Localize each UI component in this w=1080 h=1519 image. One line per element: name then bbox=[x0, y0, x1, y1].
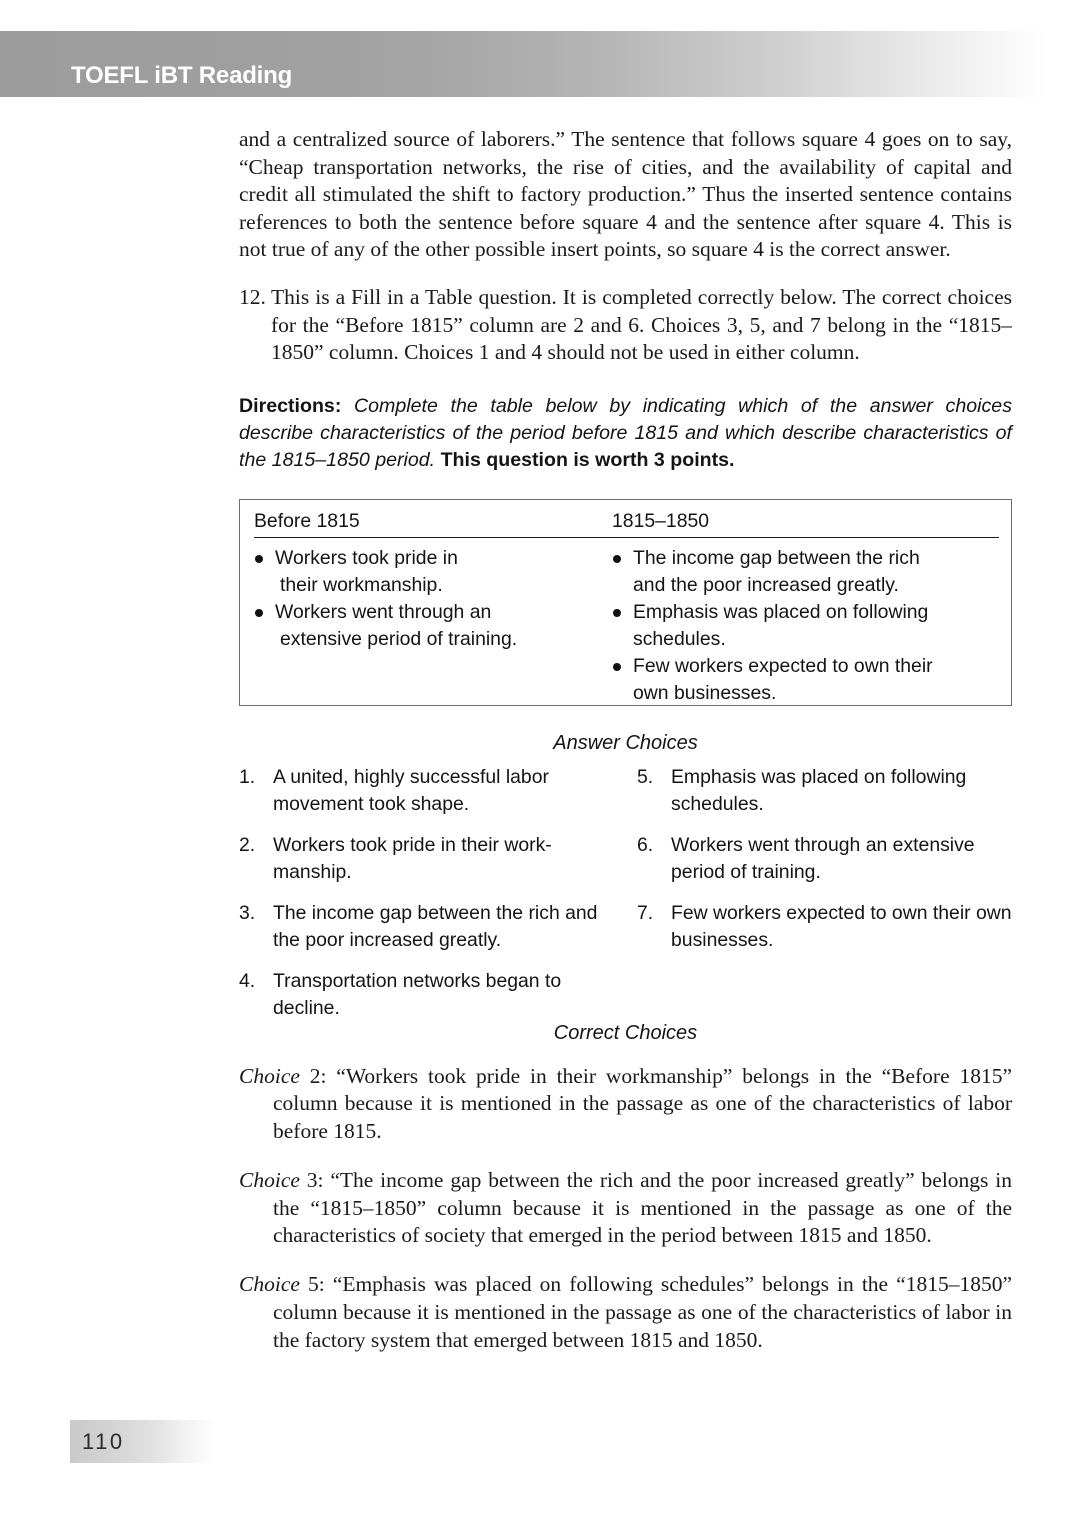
correct-choice-2 bbox=[239, 1063, 1012, 1146]
answer-choice-5 bbox=[637, 764, 1012, 818]
bullet-line-2: and the poor increased greatly. bbox=[633, 573, 899, 596]
choice-text: : “Workers took pride in their workmanship” belongs in the “Before 1815” column because it is mentioned in the passage as one of the characteristics of labor before 1815. bbox=[273, 1063, 1013, 1143]
answer-choices-left-column bbox=[239, 764, 599, 1036]
answer-choice-1 bbox=[239, 764, 599, 818]
item-text: This is a Fill in a Table question. It is completed correctly below. The correct choices for the “Before 1815” column are 2 and 6. Choices 3, 5, and 7 belong in the “1815–1850” column. Choices 1 and 4 should not be used in either column. bbox=[271, 284, 1012, 365]
choice-text: : “The income gap between the rich and the poor increased greatly” belongs in the “1815–1850” column because it is mentioned in the passage as one of the characteristics of society that emerged in the period between 1815 and 1850. bbox=[273, 1168, 1012, 1248]
directions-points-note: This question is worth 3 points. bbox=[440, 448, 735, 471]
answer-choice-number: 7. bbox=[637, 901, 654, 924]
bullet-line-1: The income gap between the rich bbox=[633, 546, 920, 569]
answer-choices-section bbox=[239, 764, 1012, 1019]
bullet-line-2: own businesses. bbox=[633, 681, 777, 704]
correct-choices-title: Correct Choices bbox=[553, 1021, 698, 1044]
answer-choice-number: 3. bbox=[239, 901, 256, 924]
choice-number: 2 bbox=[299, 1063, 321, 1088]
choice-text: : “Emphasis was placed on following schedules” belongs in the “1815–1850” column because it is mentioned in the passage as one of the characteristics of labor in the factory system that emerged between 1815 and 1850. bbox=[273, 1272, 1013, 1352]
answer-choices-title: Answer Choices bbox=[553, 731, 698, 754]
choice-label: Choice bbox=[239, 1272, 300, 1297]
bullet-line-1: Emphasis was placed on following bbox=[633, 600, 929, 623]
bullet-line-2: their workmanship. bbox=[280, 573, 443, 596]
bullet-line-1: Workers went through an bbox=[275, 600, 492, 623]
answer-choice-number: 1. bbox=[239, 765, 256, 788]
answer-choice-text: A united, highly successful labor movement took shape. bbox=[273, 765, 549, 815]
table-header-row bbox=[254, 509, 999, 538]
answer-choice-number: 2. bbox=[239, 833, 256, 856]
page-header-bar bbox=[0, 31, 1080, 97]
page-content bbox=[239, 126, 1012, 1376]
directions-paragraph bbox=[239, 393, 1012, 474]
table-bullet-item bbox=[612, 653, 999, 707]
answer-choice-4 bbox=[239, 968, 599, 1022]
bullet-icon bbox=[613, 609, 621, 617]
choice-label: Choice bbox=[239, 1168, 300, 1193]
page-number: 110 bbox=[82, 1429, 125, 1454]
answer-choice-text: Workers went through an extensive period of training. bbox=[671, 833, 975, 883]
answer-choice-text: The income gap between the rich and the poor increased greatly. bbox=[273, 901, 598, 951]
table-bullet-list-right bbox=[612, 545, 999, 707]
explanation-item-12 bbox=[239, 284, 1012, 367]
answer-choice-text: Transportation networks began to decline. bbox=[273, 969, 562, 1019]
answer-choice-7 bbox=[637, 900, 1012, 954]
table-body-row bbox=[254, 538, 999, 707]
table-bullet-item bbox=[612, 545, 999, 599]
answer-choice-text: Emphasis was placed on following schedules. bbox=[671, 765, 967, 815]
table-column-header-before-1815: Before 1815 bbox=[254, 509, 360, 532]
answer-choice-6 bbox=[637, 832, 1012, 886]
answer-choice-number: 5. bbox=[637, 765, 654, 788]
bullet-line-2: schedules. bbox=[633, 627, 726, 650]
correct-choices-section bbox=[239, 1022, 1012, 1354]
choice-number: 3 bbox=[299, 1168, 318, 1193]
choice-number: 5 bbox=[299, 1272, 319, 1297]
bullet-icon bbox=[255, 609, 263, 617]
correct-choice-5 bbox=[239, 1271, 1012, 1354]
answer-choices-right-column bbox=[637, 764, 1012, 968]
answer-choice-number: 4. bbox=[239, 969, 256, 992]
explanation-continued-paragraph: and a centralized source of laborers.” The sentence that follows square 4 goes on to say, “Cheap transportation networks, the rise of cities, and the availability of capital and credit all stimulated the shift to factory production.” Thus the inserted sentence contains references to both the sentence before square 4 and the sentence after square 4. This is not true of any of the other possible insert points, so square 4 is the correct answer. bbox=[239, 127, 1012, 262]
item-number: 12. bbox=[239, 284, 266, 309]
answer-choice-number: 6. bbox=[637, 833, 654, 856]
table-cell-1815-1850 bbox=[612, 545, 999, 707]
bullet-icon bbox=[613, 555, 621, 563]
table-cell-before-1815 bbox=[254, 545, 612, 707]
answer-choice-3 bbox=[239, 900, 599, 954]
page-number-badge bbox=[70, 1420, 215, 1463]
choice-label: Choice bbox=[239, 1063, 300, 1088]
bullet-icon bbox=[255, 555, 263, 563]
answer-choice-text: Few workers expected to own their own businesses. bbox=[671, 901, 1012, 951]
table-bullet-item bbox=[254, 545, 612, 599]
bullet-line-1: Workers took pride in bbox=[275, 546, 458, 569]
correct-choice-3 bbox=[239, 1167, 1012, 1250]
table-bullet-item bbox=[612, 599, 999, 653]
bullet-icon bbox=[613, 663, 621, 671]
table-bullet-list-left bbox=[254, 545, 612, 653]
page-header-title: TOEFL iBT Reading bbox=[71, 62, 293, 89]
answer-choice-2 bbox=[239, 832, 599, 886]
table-bullet-item bbox=[254, 599, 612, 653]
bullet-line-2: extensive period of training. bbox=[280, 627, 518, 650]
directions-label: Directions: bbox=[239, 394, 342, 417]
answer-choice-text: Workers took pride in their work-manship. bbox=[273, 833, 552, 883]
directions-body: Complete the table below by indicating which of the answer choices describe characteristics of the period before 1815 and which describe characteristics of the 1815–1850 period. bbox=[239, 394, 1012, 471]
table-column-header-1815-1850: 1815–1850 bbox=[612, 509, 710, 532]
bullet-line-1: Few workers expected to own their bbox=[633, 654, 933, 677]
fill-in-table bbox=[239, 499, 1012, 706]
